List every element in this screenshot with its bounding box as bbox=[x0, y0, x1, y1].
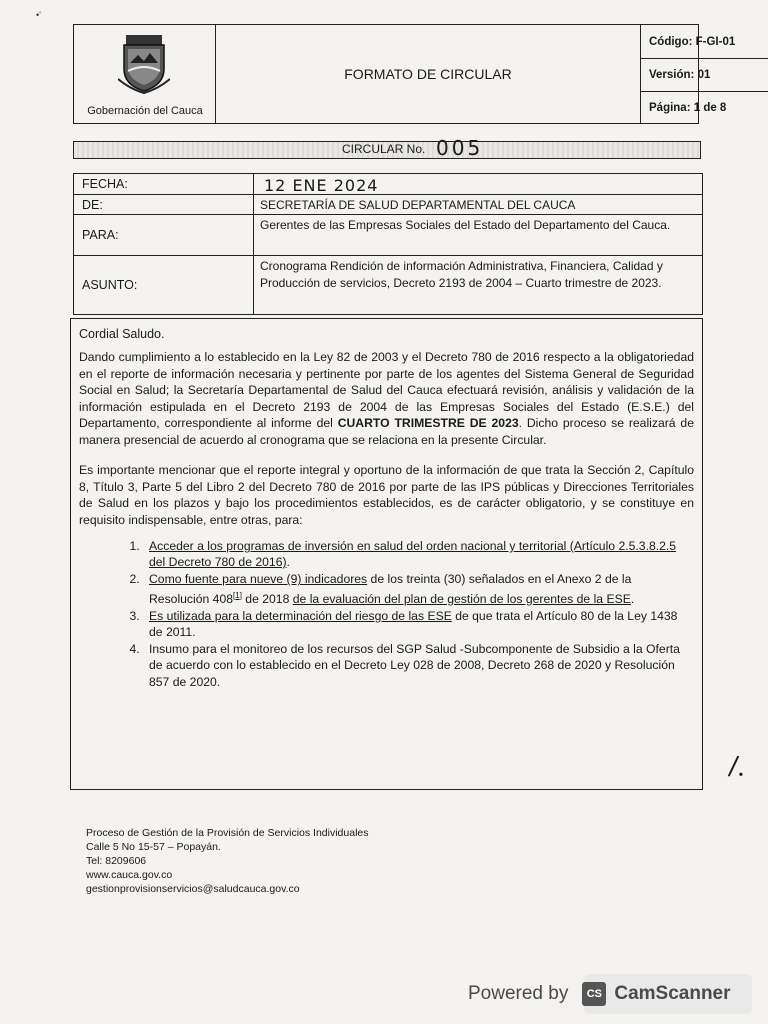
document-title: FORMATO DE CIRCULAR bbox=[216, 25, 641, 123]
list-item bbox=[143, 538, 694, 570]
info-table bbox=[73, 173, 703, 315]
asunto-value: Cronograma Rendición de información Administrativa, Financiera, Calidad y Producción de servicios, Decreto 2193 de 2004 – Cuarto trimestre de 2023. bbox=[260, 259, 663, 290]
footer-email: gestionprovisionservicios@saludcauca.gov.co bbox=[86, 883, 300, 895]
camscanner-brand: CamScanner bbox=[614, 983, 731, 1004]
scan-mark: •' bbox=[36, 10, 41, 20]
row-para bbox=[74, 215, 702, 256]
para-label: PARA: bbox=[74, 215, 254, 255]
footer-address: Calle 5 No 15-57 – Popayán. bbox=[86, 841, 221, 853]
logo-cell bbox=[74, 25, 216, 123]
item-2-text: de los treinta (30) señalados en el Anexo 2 de la Resolución 408 bbox=[149, 572, 632, 606]
item-1-end: . bbox=[286, 555, 290, 570]
list-item bbox=[143, 571, 694, 606]
fecha-label: FECHA: bbox=[74, 174, 254, 194]
page-number: Página: 1 de 8 bbox=[649, 101, 727, 114]
doc-version: Versión: 01 bbox=[649, 69, 711, 81]
camscanner-watermark bbox=[468, 976, 731, 1012]
list-item: 4. Insumo para el monitoreo de los recursos del SGP Salud -Subcomponente de Subsidio a la Oferta de acuerdo con lo establecido en el Decreto Ley 028 de 2008, Decreto 268 de 2020 y Resolución 857 de 2020. bbox=[143, 641, 694, 690]
footer bbox=[86, 826, 369, 896]
item-2-end: . bbox=[630, 591, 635, 606]
item-3-underlined: Es utilizada para la determinación del riesgo de las ESE bbox=[149, 608, 452, 623]
coat-of-arms-icon bbox=[118, 33, 170, 95]
item-2-underlined: Como fuente para nueve (9) indicadores bbox=[149, 572, 368, 587]
item-2-underlined-b: de la evaluación del plan de gestión de los gerentes de la ESE bbox=[292, 591, 631, 606]
document-header bbox=[73, 24, 736, 124]
doc-code: Código: F-GI-01 bbox=[649, 35, 736, 48]
handwritten-mark-icon: /. bbox=[726, 750, 749, 784]
meta-cell bbox=[641, 25, 736, 123]
paragraph-2: Es importante mencionar que el reporte integral y oportuno de la información de que trata la Sección 2, Capítulo 8, Título 3, Parte 5 del Libro 2 del Decreto 780 de 2016 por parte de las IPS públicas y Direcciones Territoriales de Salud en los plazos y bajo los procedimientos establecidos, es de carácter obligatorio, y se constituye en requisito indispensable, entre otras, para: bbox=[79, 463, 694, 527]
para-value: Gerentes de las Empresas Sociales del Estado del Departamento del Cauca. bbox=[260, 218, 671, 232]
greeting: Cordial Saludo. bbox=[79, 327, 165, 341]
org-name: Gobernación del Cauca bbox=[87, 105, 203, 117]
circular-number: 005 bbox=[436, 136, 484, 160]
footnote-ref: [1] bbox=[233, 590, 242, 600]
circular-body bbox=[70, 318, 703, 790]
row-de bbox=[74, 195, 702, 215]
paragraph-1-text: Dando cumplimiento a lo establecido en la Ley 82 de 2003 y el Decreto 780 de 2016 respecto a la obligatoriedad en el reporte de información necesaria y pertinente por parte de los agentes del Sistema General de Seguridad Social en Salud; la Secretaría Departamental de Salud del Cauca efectuará revisión, análisis y validación de la información estipulada en el Decreto 2193 de 2004 de las Empresas Sociales del Estado (E.S.E.) del Departamento, correspondiente al informe del bbox=[79, 350, 694, 430]
requirements-list bbox=[79, 538, 694, 690]
paragraph-1 bbox=[79, 349, 694, 448]
de-value: SECRETARÍA DE SALUD DEPARTAMENTAL DEL CAUCA bbox=[260, 198, 576, 212]
item-1-underlined: Acceder a los programas de inversión en salud del orden nacional y territorial (Artículo 2.5.3.8.2.5 del Decreto 780 de 2016) bbox=[149, 539, 677, 570]
camscanner-logo-icon: CS bbox=[582, 982, 606, 1006]
list-item bbox=[143, 608, 694, 640]
row-fecha bbox=[74, 174, 702, 195]
row-asunto bbox=[74, 256, 702, 314]
paragraph-1-bold: CUARTO TRIMESTRE DE 2023 bbox=[337, 416, 519, 430]
fecha-stamp: 12 ENE 2024 bbox=[264, 176, 379, 195]
powered-by-text: Powered by bbox=[468, 983, 569, 1004]
asunto-label: ASUNTO: bbox=[74, 256, 254, 314]
footer-process: Proceso de Gestión de la Provisión de Servicios Individuales bbox=[86, 827, 369, 839]
de-label: DE: bbox=[74, 195, 254, 214]
footer-phone: Tel: 8209606 bbox=[86, 855, 147, 867]
footer-website: www.cauca.gov.co bbox=[86, 869, 173, 881]
item-3-text: de que trata el Artículo 80 de la Ley 1438 de 2011. bbox=[149, 608, 678, 640]
circular-label: CIRCULAR No. bbox=[342, 142, 426, 156]
item-2-text-b: de 2018 bbox=[241, 591, 293, 606]
paragraph-1-end: . Dicho proceso se realizará de manera presencial de acuerdo al cronograma que se relaciona en la presente Circular. bbox=[79, 416, 694, 447]
